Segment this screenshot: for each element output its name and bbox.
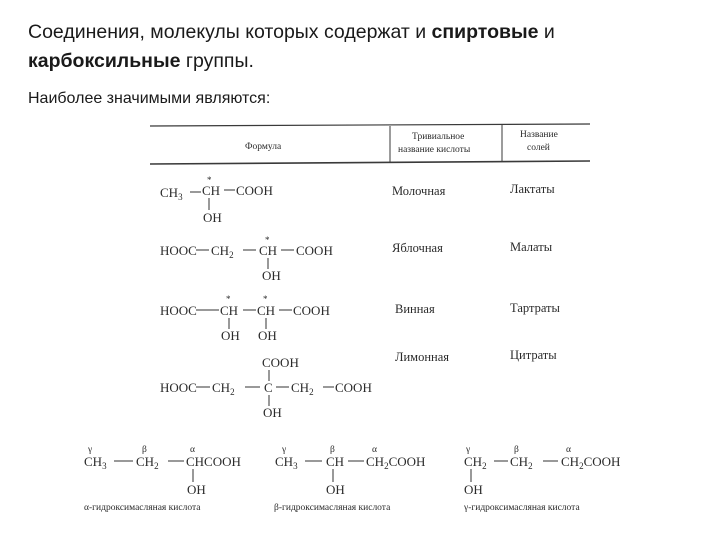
svg-text:CH3: $CH_3$ bbox=[160, 185, 183, 202]
caption-alpha: α-гидроксимасляная кислота bbox=[84, 503, 201, 513]
svg-text:CH2: $CH_2$ bbox=[136, 454, 159, 471]
svg-text:HOOC: HOOC bbox=[160, 303, 197, 318]
svg-text:C: C bbox=[264, 380, 273, 395]
svg-text:OH: OH bbox=[464, 482, 483, 497]
svg-text:CH: CH bbox=[220, 303, 239, 318]
svg-text:COOH: COOH bbox=[236, 183, 273, 198]
svg-text:OH: OH bbox=[326, 482, 345, 497]
header-trivial-2: название кислоты bbox=[398, 145, 471, 155]
svg-text:COOH: COOH bbox=[335, 380, 372, 395]
svg-text:α: α bbox=[566, 445, 571, 455]
svg-text:β: β bbox=[142, 445, 147, 455]
heading-text-1: Соединения, молекулы которых содержат и bbox=[28, 21, 432, 43]
slide-subheading: Наиболее значимыми являются: bbox=[28, 90, 271, 107]
svg-text:CH2: $CH_2$ bbox=[212, 380, 235, 397]
caption-gamma: γ-гидроксимасляная кислота bbox=[464, 503, 580, 513]
table-header-rule bbox=[150, 161, 590, 164]
svg-text:HOOC: HOOC bbox=[160, 380, 197, 395]
heading-text-2: и bbox=[538, 21, 555, 43]
formula-alpha-hydroxybutyric bbox=[84, 445, 241, 497]
svg-text:OH: OH bbox=[221, 328, 240, 343]
caption-beta: β-гидроксимасляная кислота bbox=[274, 503, 391, 513]
svg-text:β: β bbox=[514, 445, 519, 455]
svg-text:COOH: COOH bbox=[262, 355, 299, 370]
svg-text:CH2: $CH_2$ bbox=[464, 454, 487, 471]
svg-text:CH3: $CH_3$ bbox=[275, 454, 298, 471]
heading-bold-carboxyl: карбоксильные bbox=[28, 50, 181, 72]
svg-text:α: α bbox=[372, 445, 377, 455]
formula-citric bbox=[160, 355, 372, 420]
svg-text:CH2: $CH_2$ bbox=[510, 454, 533, 471]
header-salts-1: Название bbox=[520, 130, 558, 140]
svg-text:OH: OH bbox=[258, 328, 277, 343]
salt-name-lactates: Лактаты bbox=[510, 182, 555, 196]
acid-name-malic: Яблочная bbox=[392, 241, 443, 255]
svg-text:CH2COOH: $CH_2COOH$ bbox=[561, 454, 621, 471]
svg-text:CHCOOH: CHCOOH bbox=[186, 454, 241, 469]
svg-text:CH: CH bbox=[202, 183, 221, 198]
svg-text:*: * bbox=[263, 294, 268, 304]
svg-text:CH2: $CH_2$ bbox=[211, 243, 234, 260]
svg-text:*: * bbox=[226, 294, 231, 304]
header-trivial-1: Тривиальное bbox=[412, 132, 465, 142]
salt-name-tartrates: Тартраты bbox=[510, 301, 560, 315]
svg-text:CH: CH bbox=[257, 303, 276, 318]
svg-text:*: * bbox=[207, 175, 212, 185]
formula-tartaric bbox=[160, 294, 330, 343]
svg-text:COOH: COOH bbox=[296, 243, 333, 258]
heading-bold-alcohol: спиртовые bbox=[431, 21, 539, 43]
svg-text:CH: CH bbox=[326, 454, 345, 469]
svg-text:CH: CH bbox=[259, 243, 278, 258]
svg-text:γ: γ bbox=[282, 445, 287, 455]
svg-text:OH: OH bbox=[203, 210, 222, 225]
svg-text:γ: γ bbox=[466, 445, 471, 455]
formula-gamma-hydroxybutyric bbox=[464, 445, 620, 497]
header-formula: Формула bbox=[245, 142, 282, 152]
formula-beta-hydroxybutyric bbox=[275, 445, 425, 497]
acid-name-tartaric: Винная bbox=[395, 302, 435, 316]
acid-name-citric: Лимонная bbox=[395, 350, 450, 364]
heading-text-3: группы. bbox=[180, 50, 254, 72]
formula-lactic bbox=[160, 175, 273, 225]
svg-text:*: * bbox=[265, 235, 270, 245]
svg-text:OH: OH bbox=[263, 405, 282, 420]
svg-text:OH: OH bbox=[262, 268, 281, 283]
svg-text:β: β bbox=[330, 445, 335, 455]
table-top-rule bbox=[150, 124, 590, 126]
svg-text:OH: OH bbox=[187, 482, 206, 497]
formula-malic bbox=[160, 235, 333, 283]
svg-text:CH2COOH: $CH_2COOH$ bbox=[366, 454, 426, 471]
svg-text:γ: γ bbox=[88, 445, 93, 455]
svg-text:CH3: $CH_3$ bbox=[84, 454, 107, 471]
svg-text:HOOC: HOOC bbox=[160, 243, 197, 258]
header-salts-2: солей bbox=[527, 143, 550, 153]
salt-name-malates: Малаты bbox=[510, 240, 553, 254]
acid-name-lactic: Молочная bbox=[392, 184, 446, 198]
svg-text:α: α bbox=[190, 445, 195, 455]
salt-name-citrates: Цитраты bbox=[510, 348, 557, 362]
svg-text:COOH: COOH bbox=[293, 303, 330, 318]
svg-text:CH2: $CH_2$ bbox=[291, 380, 314, 397]
